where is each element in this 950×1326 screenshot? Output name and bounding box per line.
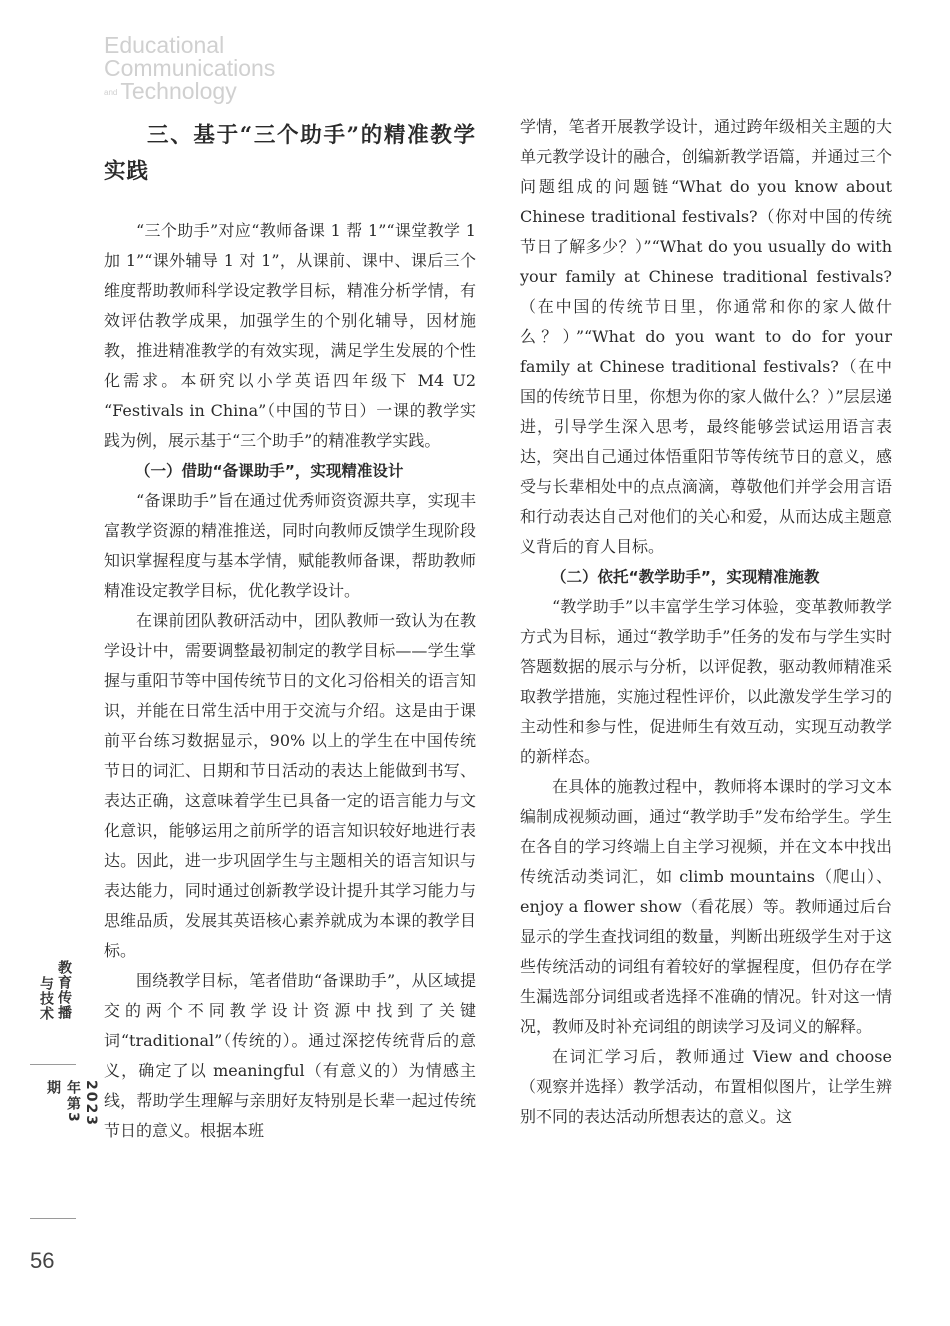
paragraph: 在课前团队教研活动中，团队教师一致认为在教学设计中，需要调整最初制定的教学目标——学生掌握与重阳节等中国传统节日的文化习俗相关的语言知识，并能在日常生活中用于交流与介绍。这是由于课前平台练习数据显示，90% 以上的学生在中国传统节日的词汇、日期和节日活动的表达上能做到书写、表达正确，这意味着学生已具备一定的语言能力与文化意识，能够运用之前所学的语言知识较好地进行表达。因此，进一步巩固学生与主题相关的语言知识与表达能力，同时通过创新教学设计提升其学习能力与思维品质，发展其英语核心素养就成为本课的教学目标。 bbox=[104, 611, 476, 960]
masthead-line-1: Educational bbox=[104, 32, 225, 58]
paragraph: “教学助手”以丰富学生学习体验，变革教师教学方式为目标，通过“教学助手”任务的发布与学生实时答题数据的展示与分析，以评促教，驱动教师精准采取教学措施，实施过程性评价，以此激发学生学习的主动性和参与性，促进师生有效互动，实现互动教学的新样态。 bbox=[520, 597, 892, 766]
masthead-line-3 bbox=[104, 80, 324, 104]
subheading: （一）借助“备课助手”，实现精准设计 bbox=[135, 462, 404, 480]
issue-label: 2023年第3期 bbox=[45, 1080, 99, 1127]
paragraph: “三个助手”对应“教师备课 1 帮 1”“课堂教学 1 加 1”“课外辅导 1 对 1”，从课前、课中、课后三个维度帮助教师科学设定教学目标，精准分析学情，有效评估教学成果，加强学生的个别化辅导，因材施教，推进精准教学的有效实现，满足学生发展的个性化需求。本研究以小学英语四年级下 M4 U2 “Festivals in China”（中国的节日）一课的教学实践为例，展示基于“三个助手”的精准教学实践。 bbox=[104, 221, 476, 450]
paragraph: 围绕教学目标，笔者借助“备课助手”，从区域提交的两个不同教学设计资源中找到了关键词“traditional”（传统的）。通过深挖传统背后的意义，确定了以 meaningful（有意义的）为情感主线，帮助学生理解与亲朋好友特别是长辈一起过传统节日的意义。根据本班 bbox=[104, 971, 476, 1140]
page-number: 56 bbox=[30, 1248, 55, 1273]
journal-masthead bbox=[104, 34, 324, 104]
journal-name-col-2: 与技术 bbox=[38, 976, 54, 1021]
paragraph: 在具体的施教过程中，教师将本课时的学习文本编制成视频动画，通过“教学助手”发布给学生。学生在各自的学习终端上自主学习视频，并在文本中找出传统活动类词汇，如 climb mountains（爬山）、enjoy a flower show（看花展）等。教师通过后台显示的学生查找词组的数量，判断出班级学生对于这些传统活动的词组有着较好的掌握程度，但仍存在学生漏选部分词组或者选择不准确的情况。针对这一情况，教师及时补充词组的朗读学习及词义的解释。 bbox=[520, 777, 892, 1036]
journal-name-col-1: 教育传播 bbox=[56, 960, 72, 1020]
paragraph: 学情，笔者开展教学设计，通过跨年级相关主题的大单元教学设计的融合，创编新教学语篇，并通过三个问题组成的问题链“What do you know about Chinese traditional festivals?（你对中国的传统节日了解多少？）”“What do you usually do with your family at Chinese traditional festivals?（在中国的传统节日里，你通常和你的家人做什么？）”“What do you want to do for your family at Chinese traditional festivals?（在中国的传统节日里，你想为你的家人做什么？）”层层递进，引导学生深入思考，最终能够尝试运用语言表达，突出自己通过体悟重阳节等传统节日的意义，感受与长辈相处中的点点滴滴，尊敬他们并学会用言语和行动表达自己对他们的关心和爱，从而达成主题意义背后的育人目标。 bbox=[520, 117, 892, 556]
divider bbox=[30, 1064, 76, 1065]
paragraph: “备课助手”旨在通过优秀师资资源共享，实现丰富教学资源的精准推送，同时向教师反馈学生现阶段知识掌握程度与基本学情，赋能教师备课，帮助教师精准设定教学目标，优化教学设计。 bbox=[104, 491, 476, 600]
subheading: （二）依托“教学助手”，实现精准施教 bbox=[551, 568, 820, 586]
section-title: 三、基于“三个助手”的精准教学实践 bbox=[104, 123, 476, 184]
paragraph: 在词汇学习后，教师通过 View and choose（观察并选择）教学活动，布置相似图片，让学生辨别不同的表达活动所想表达的意义。这 bbox=[520, 1047, 892, 1126]
masthead-and: and bbox=[104, 88, 118, 98]
divider bbox=[30, 1218, 76, 1219]
masthead-line-2: Communications bbox=[104, 55, 276, 81]
left-column bbox=[104, 112, 476, 1146]
journal-name bbox=[30, 960, 76, 1056]
right-column bbox=[520, 112, 892, 1132]
masthead-line-3-text: Technology bbox=[120, 78, 237, 104]
